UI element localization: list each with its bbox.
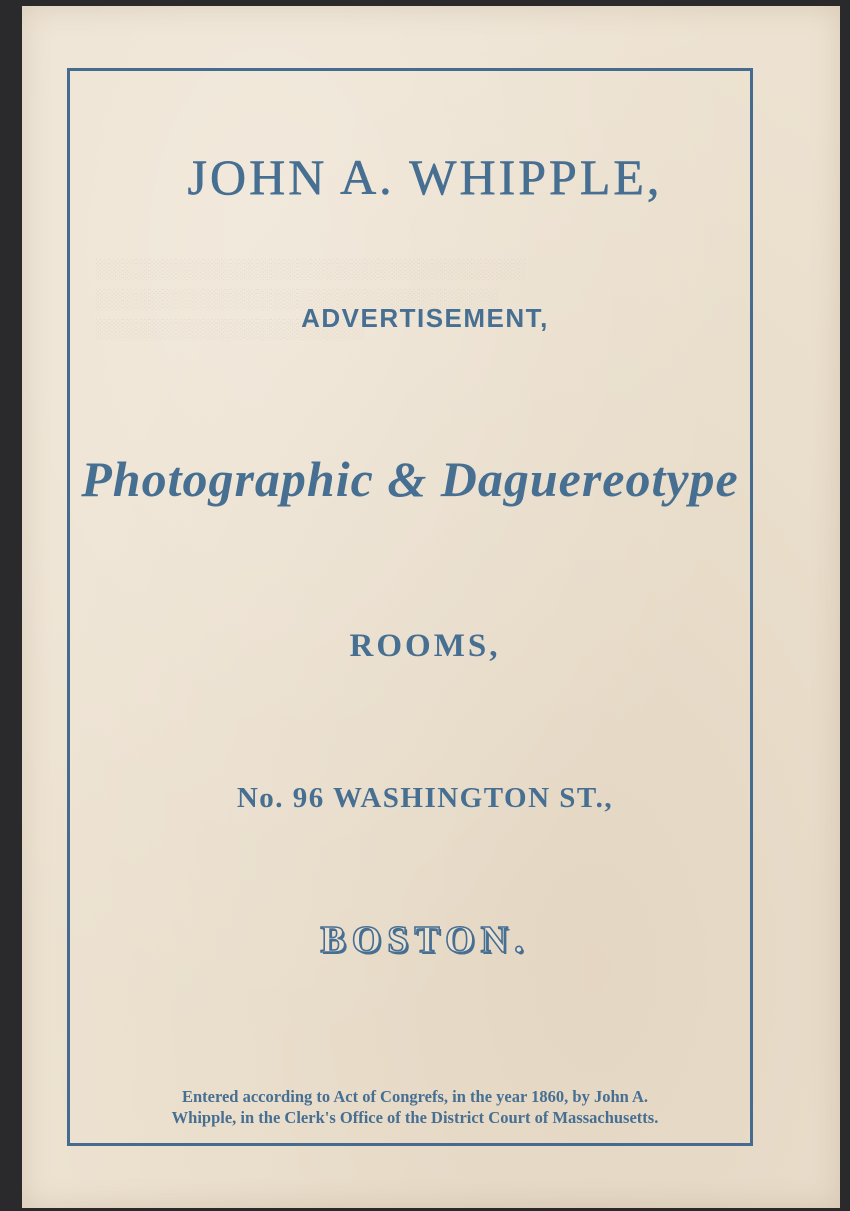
street-address: No. 96 WASHINGTON ST., [236, 782, 614, 814]
city-name: BOSTON. [320, 919, 530, 961]
advertisement-heading: ADVERTISEMENT, [301, 303, 549, 333]
copyright-line-1: Entered according to Act of Congrefs, in the year 1860, by John A. [181, 1087, 649, 1106]
printed-border [67, 68, 753, 1146]
page-title: JOHN A. WHIPPLE, [187, 149, 663, 205]
studio-type-heading: Photographic & Daguereotype [81, 451, 739, 507]
rooms-heading: ROOMS, [349, 628, 501, 664]
bleed-through-texture: ░░░░░░░░░░░░░░░░░░░░░░░░░░░░░░░░ ░░░░░░░░░░░░░░░░░░░░░░░░░░░░░░ ░░░░░░░░░░░░░░░░░░░░ [95, 259, 526, 340]
copyright-notice [70, 1086, 760, 1128]
copyright-line-2: Whipple, in the Clerk's Office of the District Court of Massachusetts. [171, 1108, 659, 1127]
